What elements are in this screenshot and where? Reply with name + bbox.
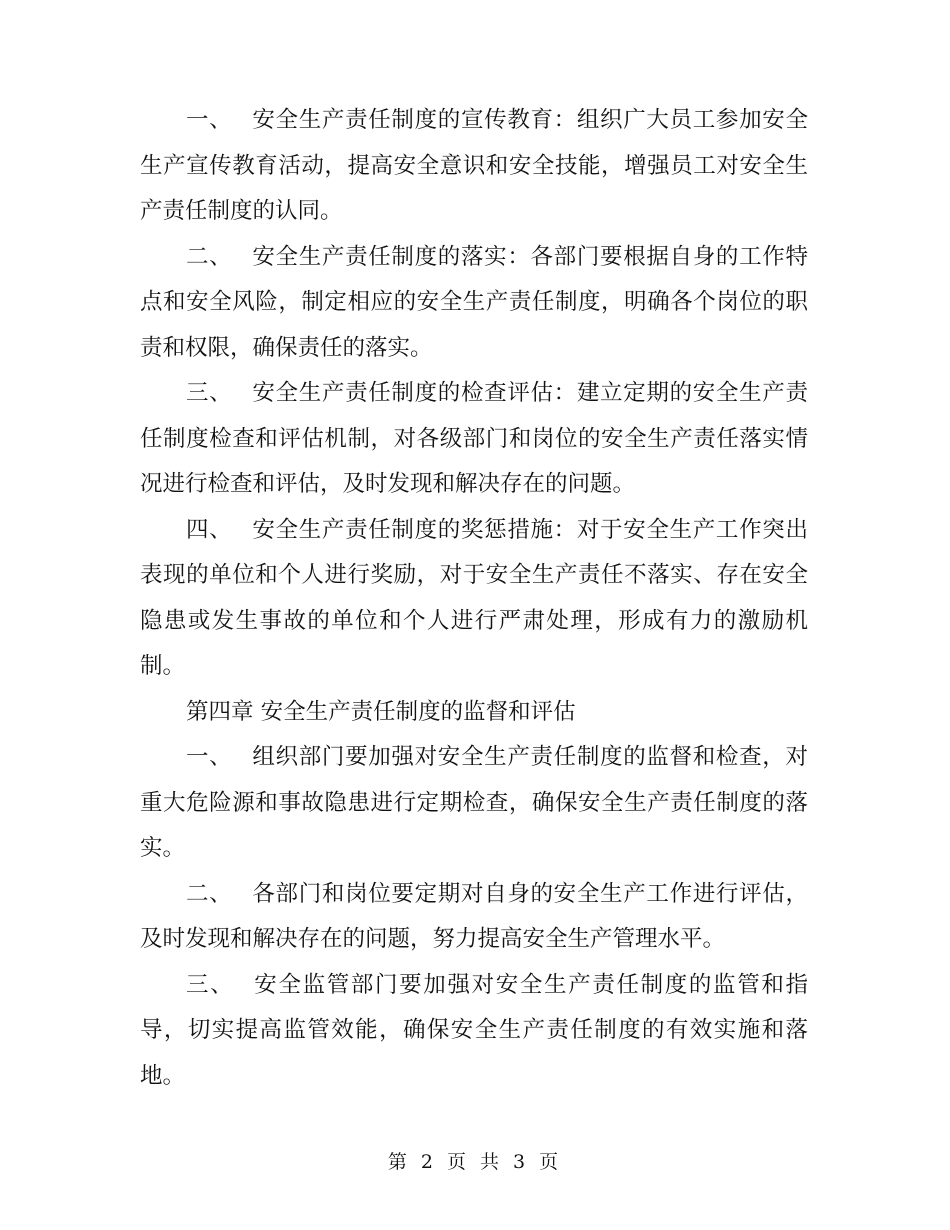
paragraph-number: 三、 [186, 380, 233, 406]
chapter-paragraph-2 [140, 872, 808, 963]
paragraph-text: 安全生产责任制度的落实：各部门要根据自身的工作特点和安全风险，制定相应的安全生产责任制度，明确各个岗位的职责和权限，确保责任的落实。 [140, 243, 808, 361]
paragraph-text: 组织部门要加强对安全生产责任制度的监督和检查，对重大危险源和事故隐患进行定期检查，确保安全生产责任制度的落实。 [140, 744, 808, 861]
paragraph-number: 二、 [186, 880, 233, 907]
paragraph-text: 安全监管部门要加强对安全生产责任制度的监管和指导，切实提高监管效能，确保安全生产责任制度的有效实施和落地。 [140, 971, 808, 1089]
paragraph-4 [140, 508, 808, 690]
paragraph-2 [140, 235, 808, 372]
chapter-paragraph-3 [140, 963, 808, 1100]
page-number-indicator: 第 2 页 共 3 页 [387, 1151, 563, 1173]
paragraph-number: 二、 [186, 243, 233, 270]
paragraph-text: 各部门和岗位要定期对自身的安全生产工作进行评估，及时发现和解决存在的问题，努力提高安全生产管理水平。 [140, 880, 808, 952]
paragraph-text: 安全生产责任制度的检查评估：建立定期的安全生产责任制度检查和评估机制，对各级部门和岗位的安全生产责任落实情况进行检查和评估，及时发现和解决存在的问题。 [140, 380, 808, 497]
paragraph-number: 一、 [186, 107, 233, 133]
paragraph-number: 一、 [186, 744, 233, 770]
chapter-paragraph-1 [140, 735, 808, 872]
page-footer [0, 1150, 950, 1174]
paragraph-text: 安全生产责任制度的奖惩措施：对于安全生产工作突出表现的单位和个人进行奖励，对于安全生产责任不落实、存在安全隐患或发生事故的单位和个人进行严肃处理，形成有力的激励机制。 [140, 516, 808, 679]
paragraph-number: 四、 [186, 516, 233, 543]
chapter-heading: 第四章 安全生产责任制度的监督和评估 [186, 698, 576, 725]
paragraph-number: 三、 [186, 971, 235, 998]
paragraph-text: 安全生产责任制度的宣传教育：组织广大员工参加安全生产宣传教育活动，提高安全意识和安全技能，增强员工对安全生产责任制度的认同。 [140, 107, 808, 224]
paragraph-1 [140, 98, 808, 235]
document-body [140, 98, 808, 1099]
paragraph-3 [140, 371, 808, 508]
